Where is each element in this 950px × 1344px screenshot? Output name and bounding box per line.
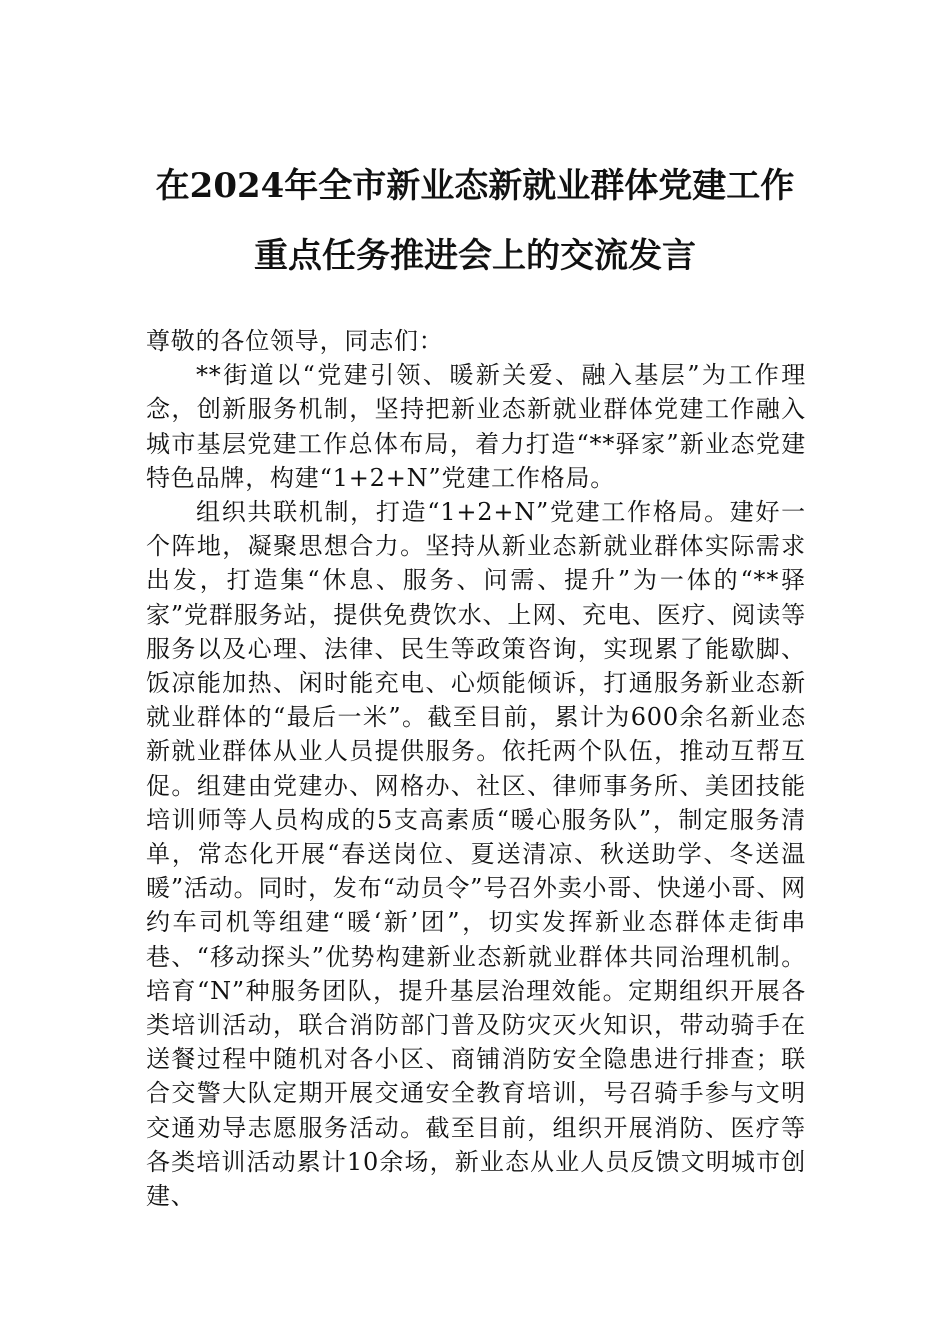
paragraph-intro: **街道以“党建引领、暖新关爱、融入基层”为工作理念，创新服务机制，坚持把新业态新就业群体党建工作融入城市基层党建工作总体布局，着力打造“**驿家”新业态党建特色品牌，构建“1+2+N”党建工作格局。 [146,361,806,492]
document-body [146,324,806,1213]
document-title-line-2: 重点任务推进会上的交流发言 [254,236,696,276]
document-title-line-1: 在2024年全市新业态新就业群体党建工作 [155,166,795,206]
paragraph-mechanism: 组织共联机制，打造“1+2+N”党建工作格局。建好一个阵地，凝聚思想合力。坚持从新业态新就业群体实际需求出发，打造集“休息、服务、问需、提升”为一体的“**驿家”党群服务站，提供免费饮水、上网、充电、医疗、阅读等服务以及心理、法律、民生等政策咨询，实现累了能歇脚、饭凉能加热、闲时能充电、心烦能倾诉，打通服务新业态新就业群体的“最后一米”。截至目前，累计为600余名新业态新就业群体从业人员提供服务。依托两个队伍，推动互帮互促。组建由党建办、网格办、社区、律师事务所、美团技能培训师等人员构成的5支高素质“暖心服务队”，制定服务清单，常态化开展“春送岗位、夏送清凉、秋送助学、冬送温暖”活动。同时，发布“动员令”号召外卖小哥、快递小哥、网约车司机等组建“暖‘新’团”，切实发挥新业态群体走街串巷、“移动探头”优势构建新业态新就业群体共同治理机制。培育“N”种服务团队，提升基层治理效能。定期组织开展各类培训活动，联合消防部门普及防灾灭火知识，带动骑手在送餐过程中随机对各小区、商铺消防安全隐患进行排查；联合交警大队定期开展交通安全教育培训，号召骑手参与文明交通劝导志愿服务活动。截至目前，组织开展消防、医疗等各类培训活动累计10余场，新业态从业人员反馈文明城市创建、 [146,498,806,1211]
salutation: 尊敬的各位领导，同志们： [146,327,444,355]
